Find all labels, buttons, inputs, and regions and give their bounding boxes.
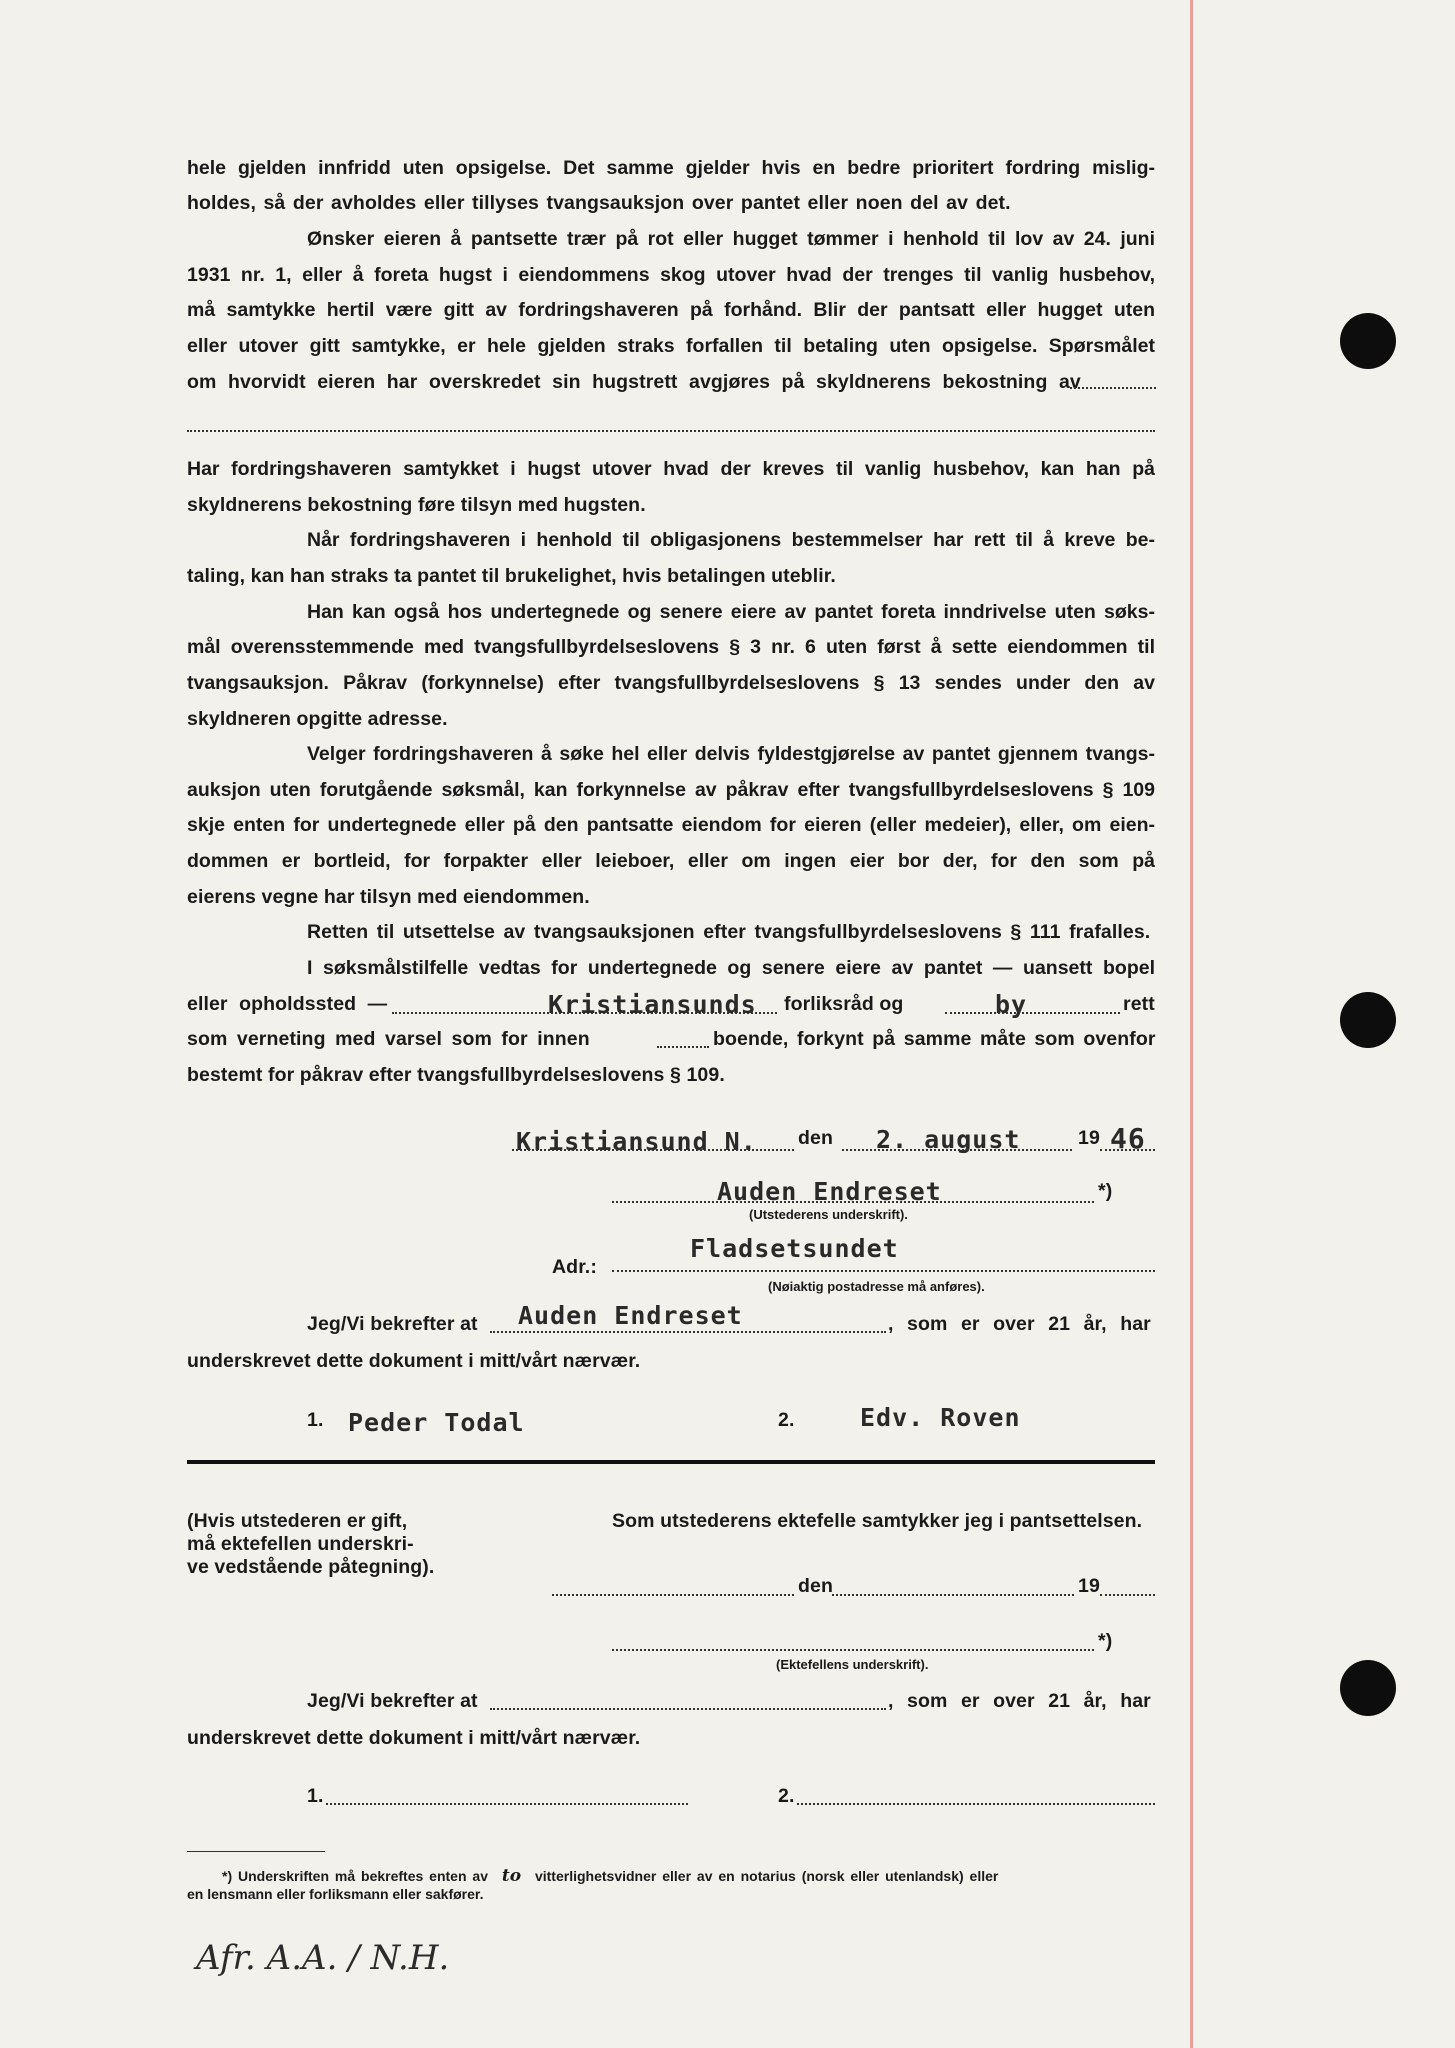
confirm2-suffix: , som er over 21 år, har [888, 1690, 1151, 1712]
punch-hole [1340, 1660, 1396, 1716]
footnote-to: to [501, 1866, 522, 1886]
text-line: Velger fordringshaveren å søke hel eller delvis fyldestgjørelse av pantet gjennem tvangs- [307, 743, 1155, 765]
venue-court2-typed: by [995, 990, 1028, 1019]
confirm2-line2: underskrevet dette dokument i mitt/vårt nærvær. [187, 1727, 641, 1749]
text-line: Ønsker eieren å pantsette trær på rot eller hugget tømmer i henhold til lov av 24. juni [307, 228, 1155, 250]
spouse-note-line: må ektefellen underskri- [187, 1533, 414, 1555]
section-divider [187, 1460, 1155, 1464]
footnote-star: *) [1098, 1180, 1113, 1202]
dotted-line [612, 1201, 1094, 1203]
text-line: skyldneren opgitte adresse. [187, 708, 448, 730]
address-typed: Fladsetsundet [690, 1234, 899, 1263]
den-label: den [798, 1127, 833, 1149]
text-line: mål overensstemmende med tvangsfullbyrdelseslovens § 3 nr. 6 uten først å sette eiendommen til [187, 636, 1155, 658]
text-line: Har fordringshaveren samtykket i hugst utover hvad der kreves til vanlig husbehov, kan han på [187, 458, 1155, 480]
footnote-part-a: *) Underskriften må bekreftes enten av [222, 1868, 488, 1884]
text-line: Når fordringshaveren i henhold til obligasjonens bestemmelser har rett til å kreve be- [307, 529, 1155, 551]
text-line: skyldnerens bekostning føre tilsyn med hugsten. [187, 494, 646, 516]
witness3-number: 1. [307, 1785, 324, 1807]
footnote-line [222, 1866, 998, 1886]
address-caption: (Nøiaktig postadresse må anføres). [768, 1279, 985, 1294]
margin-line [1190, 0, 1193, 2048]
venue-end: rett [1123, 993, 1155, 1015]
confirm-prefix: Jeg/Vi bekrefter at [307, 1313, 478, 1335]
handwritten-note: Afr. A.A. / N.H. [196, 1938, 450, 1978]
text-line: må samtykke hertil være gitt av fordringshaveren på forhånd. Blir der pantsatt eller hugget uten [187, 299, 1155, 321]
dotted-line [552, 1594, 794, 1596]
punch-hole [1340, 313, 1396, 369]
spouse-den-label: den [798, 1575, 833, 1597]
dotted-line [1100, 1594, 1155, 1596]
venue-prefix: eller opholdssted — [187, 993, 388, 1015]
dotted-line [1100, 1149, 1155, 1151]
confirm-line2: underskrevet dette dokument i mitt/vårt nærvær. [187, 1350, 641, 1372]
dotted-line [612, 1270, 1155, 1272]
text-line: Han kan også hos undertegnede og senere eiere av pantet foreta inndrivelse uten søks- [307, 601, 1155, 623]
text-line: eller utover gitt samtykke, er hele gjelden straks forfallen til betaling uten opsigelse. Spørsmålet [187, 335, 1155, 357]
text-line: 1931 nr. 1, eller å foreta hugst i eiendommens skog utover hvad der trenges til vanlig husbehov, [187, 264, 1155, 286]
text-line: taling, kan han straks ta pantet til brukelighet, hvis betalingen uteblir. [187, 565, 836, 587]
dotted-line [490, 1708, 886, 1710]
punch-hole [1340, 992, 1396, 1048]
date-typed: 2. august [876, 1125, 1021, 1154]
footnote-part-b: vitterlighetsvidner eller av en notarius (norsk eller utenlandsk) eller [534, 1868, 999, 1884]
dotted-line [945, 1012, 1120, 1014]
issuer-signature-typed: Auden Endreset [717, 1177, 942, 1206]
text-line: eierens vegne har tilsyn med eiendommen. [187, 886, 590, 908]
spouse-consent: Som utstederens ektefelle samtykker jeg i pantsettelsen. [612, 1510, 1143, 1532]
venue3: bestemt for påkrav efter tvangsfullbyrdelseslovens § 109. [187, 1064, 725, 1086]
dotted-line [1070, 387, 1156, 389]
venue-mid: forliksråd og [784, 993, 904, 1015]
adr-label: Adr.: [552, 1256, 597, 1278]
text-line: skje enten for undertegnede eller på den pantsatte eiendom for eieren (eller medeier), eller, om eien- [187, 814, 1155, 836]
witness4-number: 2. [778, 1785, 795, 1807]
place-typed: Kristiansund N. [516, 1127, 757, 1156]
spouse-note-line: (Hvis utstederen er gift, [187, 1510, 408, 1532]
spouse-note-line: ve vedstående påtegning). [187, 1556, 435, 1578]
dotted-line [512, 1149, 794, 1151]
footnote-line2: en lensmann eller forliksmann eller sakfører. [187, 1886, 484, 1902]
year-suffix: 46 [1110, 1122, 1146, 1155]
text-line: holdes, så der avholdes eller tillyses tvangsauksjon over pantet eller noen del av det. [187, 192, 1011, 214]
dotted-line [490, 1331, 886, 1333]
dotted-line [657, 1046, 709, 1048]
venue2-suffix: boende, forkynt på samme måte som ovenfor [713, 1028, 1156, 1050]
venue2-prefix: som verneting med varsel som for innen [187, 1028, 590, 1050]
witness2-number: 2. [778, 1409, 795, 1431]
confirm-name-typed: Auden Endreset [518, 1301, 743, 1330]
issuer-caption: (Utstederens underskrift). [749, 1207, 908, 1222]
year-prefix: 19 [1078, 1127, 1100, 1149]
dotted-line [612, 1649, 1094, 1651]
dotted-line [187, 430, 1155, 432]
spouse-year-prefix: 19 [1078, 1575, 1100, 1597]
text-line: I søksmålstilfelle vedtas for undertegnede og senere eiere av pantet — uansett bopel [307, 957, 1155, 979]
text-line: hele gjelden innfridd uten opsigelse. Det samme gjelder hvis en bedre prioritert fordring mislig- [187, 157, 1155, 179]
witness2-typed: Edv. Roven [860, 1403, 1021, 1432]
text-line: auksjon uten forutgående søksmål, kan forkynnelse av påkrav efter tvangsfullbyrdelseslovens § 109 [187, 779, 1155, 801]
footnote-rule [187, 1851, 325, 1852]
dotted-line [842, 1149, 1072, 1151]
dotted-line [832, 1594, 1074, 1596]
venue-court-typed: Kristiansunds [548, 990, 757, 1019]
confirm-suffix: , som er over 21 år, har [888, 1313, 1151, 1335]
dotted-line [326, 1803, 688, 1805]
text-line: Retten til utsettelse av tvangsauksjonen efter tvangsfullbyrdelseslovens § 111 frafalles. [307, 921, 1151, 943]
confirm2-prefix: Jeg/Vi bekrefter at [307, 1690, 478, 1712]
text-line: om hvorvidt eieren har overskredet sin hugstrett avgjøres på skyldnerens bekostning av [187, 371, 1081, 393]
text-line: dommen er bortleid, for forpakter eller leieboer, eller om ingen eier bor der, for den som på [187, 850, 1155, 872]
spouse-caption: (Ektefellens underskrift). [776, 1657, 929, 1672]
witness1-number: 1. [307, 1409, 324, 1431]
dotted-line [797, 1803, 1155, 1805]
spouse-footnote-star: *) [1098, 1630, 1113, 1652]
witness1-typed: Peder Todal [348, 1408, 525, 1437]
text-line: tvangsauksjon. Påkrav (forkynnelse) efter tvangsfullbyrdelseslovens § 13 sendes under den av [187, 672, 1155, 694]
